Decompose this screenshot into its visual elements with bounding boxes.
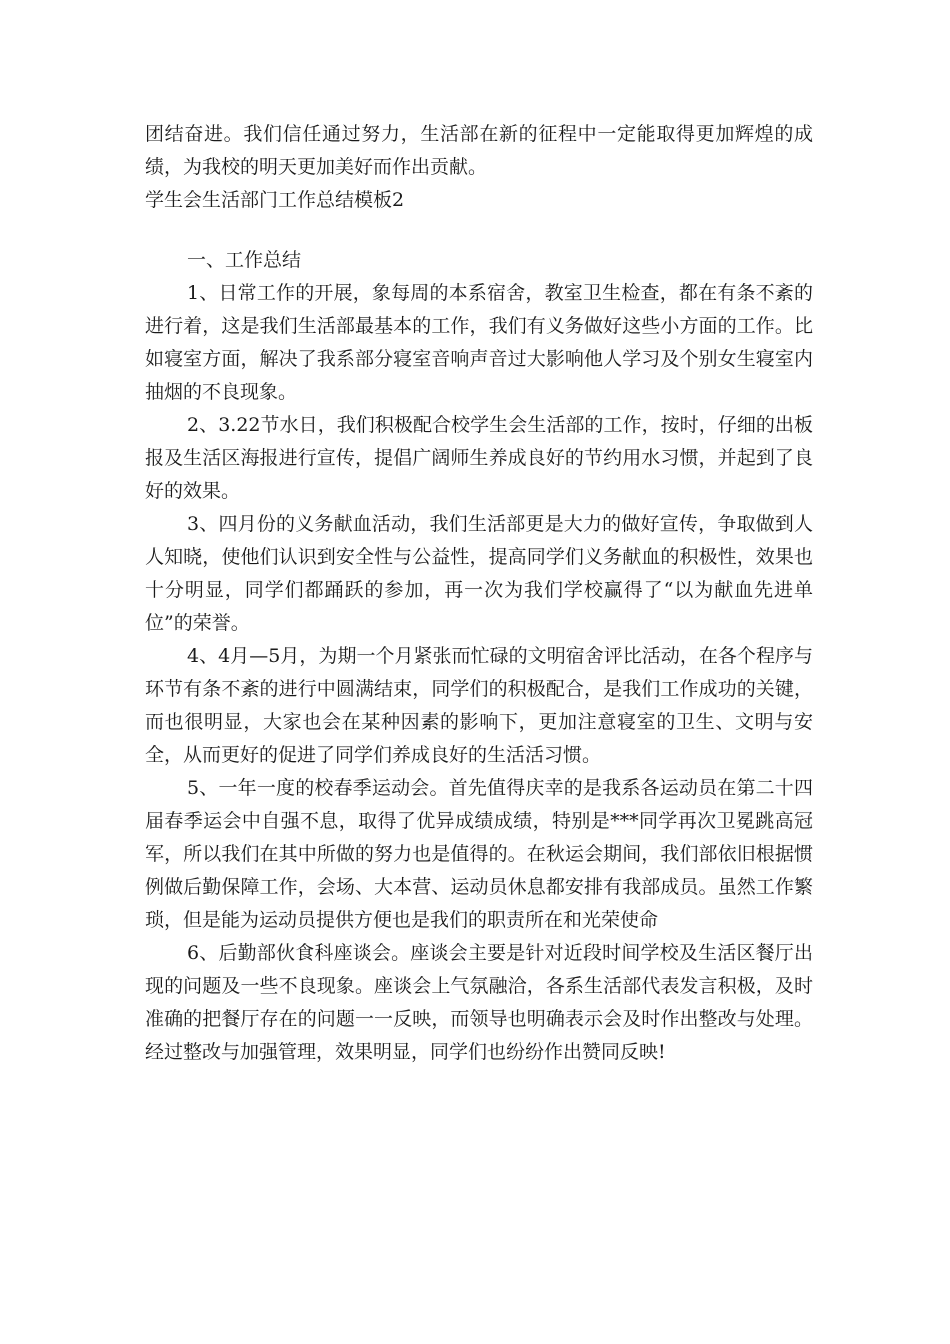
work-item-6: 6、后勤部伙食科座谈会。座谈会主要是针对近段时间学校及生活区餐厅出现的问题及一些不良现象。座谈会上气氛融洽，各系生活部代表发言积极，及时准确的把餐厅存在的问题一一反映，而领导也明确表示会及时作出整改与处理。经过整改与加强管理，效果明显，同学们也纷纷作出赞同反映! <box>145 942 813 1063</box>
intro-paragraph: 团结奋进。我们信任通过努力，生活部在新的征程中一定能取得更加辉煌的成绩，为我校的明天更加美好而作出贡献。 <box>145 123 813 178</box>
work-item-2: 2、3.22节水日，我们积极配合校学生会生活部的工作，按时，仔细的出板报及生活区海报进行宣传，提倡广阔师生养成良好的节约用水习惯，并起到了良好的效果。 <box>145 414 813 502</box>
work-item-3: 3、四月份的义务献血活动，我们生活部更是大力的做好宣传，争取做到人人知晓，使他们认识到安全性与公益性，提高同学们义务献血的积极性，效果也十分明显，同学们都踊跃的参加，再一次为我们学校赢得了“以为献血先进单位”的荣誉。 <box>145 513 813 634</box>
blank-line <box>145 217 813 244</box>
template-title: 学生会生活部门工作总结模板2 <box>145 189 405 211</box>
work-item-4: 4、4月—5月，为期一个月紧张而忙碌的文明宿舍评比活动，在各个程序与环节有条不紊的进行中圆满结束，同学们的积极配合，是我们工作成功的关键，而也很明显，大家也会在某种因素的影响下，更加注意寝室的卫生、文明与安全，从而更好的促进了同学们养成良好的生活活习惯。 <box>145 645 813 766</box>
work-item-5: 5、一年一度的校春季运动会。首先值得庆幸的是我系各运动员在第二十四届春季运会中自强不息，取得了优异成绩成绩，特别是***同学再次卫冕跳高冠军，所以我们在其中所做的努力也是值得的。在秋运会期间，我们部依旧根据惯例做后勤保障工作，会场、大本营、运动员休息都安排有我部成员。虽然工作繁琐，但是能为运动员提供方便也是我们的职责所在和光荣使命 <box>145 777 813 931</box>
document-body <box>145 118 813 1069</box>
section-heading: 一、工作总结 <box>187 249 302 271</box>
work-item-1: 1、日常工作的开展，象每周的本系宿舍，教室卫生检查，都在有条不紊的进行着，这是我们生活部最基本的工作，我们有义务做好这些小方面的工作。比如寝室方面，解决了我系部分寝室音响声音过大影响他人学习及个别女生寝室内抽烟的不良现象。 <box>145 282 813 403</box>
